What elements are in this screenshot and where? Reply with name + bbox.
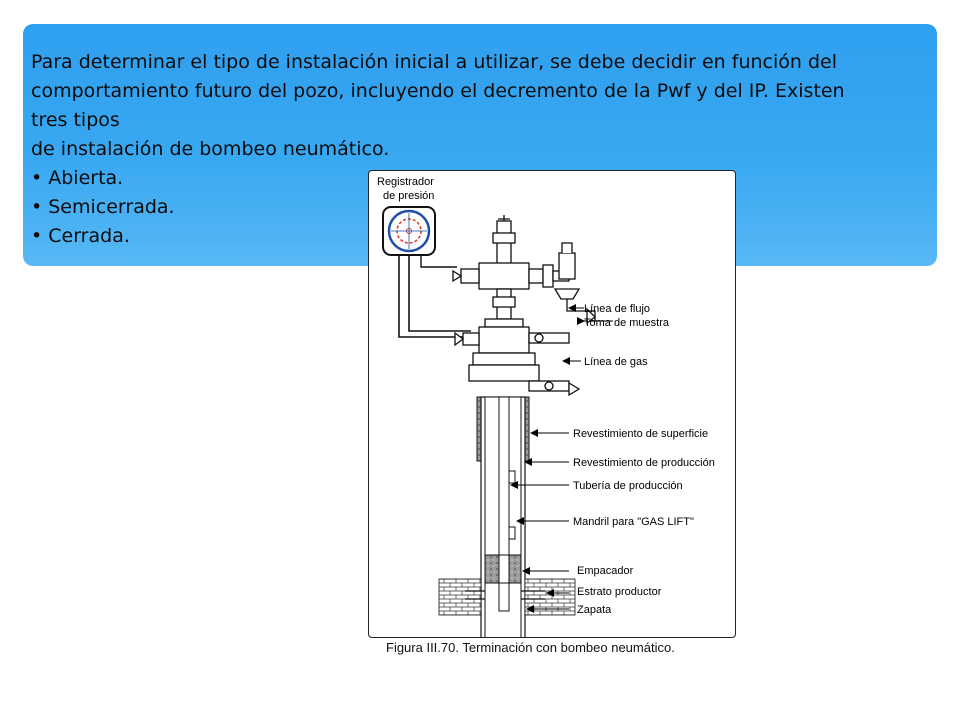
label-flow-line: Línea de flujo <box>584 303 651 315</box>
paragraph-line: tres tipos <box>31 109 120 131</box>
label-producing-stratum: Estrato productor <box>577 586 662 598</box>
wellhead-christmas-tree <box>453 215 595 395</box>
label-gas-line: Línea de gas <box>584 356 648 368</box>
label-surface-casing: Revestimiento de superficie <box>573 428 709 440</box>
label-packer: Empacador <box>577 565 634 577</box>
pressure-recorder <box>377 176 435 255</box>
bullet-item-cerrada: • Cerrada. <box>31 222 931 251</box>
bullet-item-abierta: • Abierta. <box>31 164 931 193</box>
casing-strings <box>477 397 529 637</box>
well-completion-diagram <box>369 171 735 637</box>
bullet-item-semicerrada: • Semicerrada. <box>31 193 931 222</box>
figure-caption: Figura III.70. Terminación con bombeo neumático. <box>386 640 675 655</box>
paragraph-line: comportamiento futuro del pozo, incluyendo el decremento de la Pwf y del IP. Existen <box>31 80 845 102</box>
label-gas-lift-mandrel: Mandril para "GAS LIFT" <box>573 516 694 528</box>
paragraph-line: de instalación de bombeo neumático. <box>31 138 390 160</box>
label-casing-shoe: Zapata <box>577 604 612 616</box>
recorder-label: de presión <box>383 190 435 202</box>
well-diagram-figure <box>368 170 736 638</box>
label-production-casing: Revestimiento de producción <box>573 457 715 469</box>
paragraph-line: Para determinar el tipo de instalación inicial a utilizar, se debe decidir en función del <box>31 51 837 73</box>
recorder-label: Registrador <box>377 176 434 188</box>
label-sample-tap: Toma de muestra <box>584 317 669 329</box>
label-production-tubing: Tubería de producción <box>573 480 683 492</box>
